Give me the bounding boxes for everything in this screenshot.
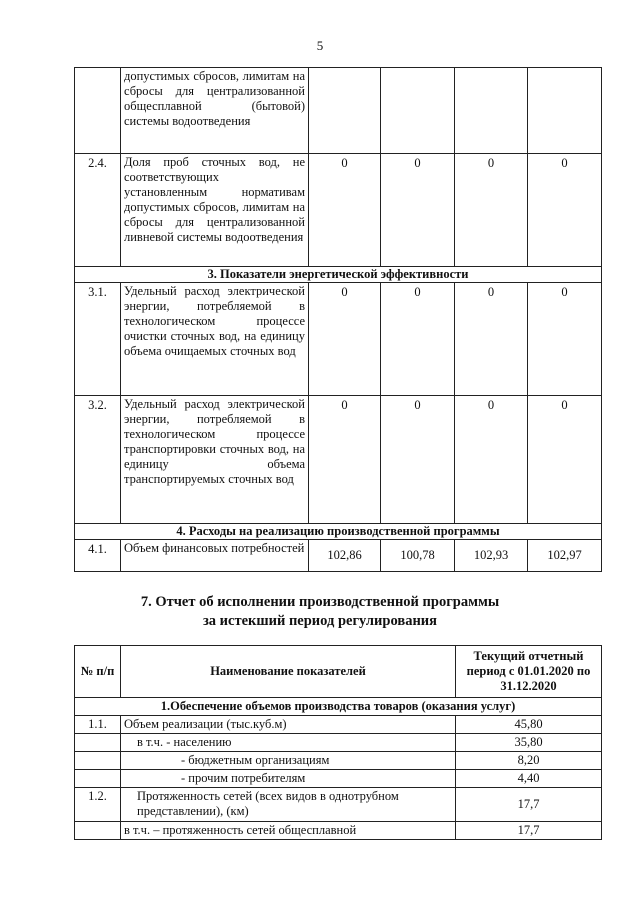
indicator-name: - бюджетным организациям [121, 752, 456, 770]
table-row [75, 788, 602, 822]
page-number: 5 [316, 38, 324, 53]
indicator-name: в т.ч. - населению [121, 734, 456, 752]
value-cell: 0 [309, 154, 381, 267]
row-number: 3.2. [75, 396, 121, 524]
indicator-name: Объем реализации (тыс.куб.м) [121, 716, 456, 734]
value-cell: 17,7 [456, 788, 602, 822]
indicator-name: в т.ч. – протяженность сетей общесплавной [121, 822, 456, 840]
table-row [75, 283, 602, 396]
row-number: 4.1. [75, 540, 121, 572]
header-row [75, 646, 602, 698]
row-number [75, 770, 121, 788]
column-header-name: Наименование показателей [121, 646, 456, 698]
table-row [75, 822, 602, 840]
value-cell [381, 68, 455, 154]
table-row [75, 540, 602, 572]
value-cell: 0 [455, 154, 528, 267]
table-row [75, 396, 602, 524]
table-row [75, 68, 602, 154]
value-cell: 102,86 [309, 540, 381, 572]
section-row [75, 698, 602, 716]
row-number [75, 734, 121, 752]
row-number: 1.2. [75, 788, 121, 822]
value-cell: 102,97 [528, 540, 602, 572]
value-cell: 8,20 [456, 752, 602, 770]
table-row [75, 752, 602, 770]
row-number [75, 752, 121, 770]
row-number: 2.4. [75, 154, 121, 267]
table-row [75, 716, 602, 734]
section-title: 4. Расходы на реализацию производственной программы [75, 524, 602, 540]
value-cell: 45,80 [456, 716, 602, 734]
value-cell: 0 [381, 396, 455, 524]
value-cell: 0 [381, 154, 455, 267]
row-number [75, 822, 121, 840]
value-cell: 0 [381, 283, 455, 396]
section-row [75, 267, 602, 283]
table-row [75, 734, 602, 752]
indicator-name: - прочим потребителям [121, 770, 456, 788]
indicators-table [74, 67, 602, 572]
section-title: 3. Показатели энергетической эффективности [75, 267, 602, 283]
row-number: 3.1. [75, 283, 121, 396]
indicator-name: Доля проб сточных вод, не соответствующих установленным нормативам допустимых сбросов, лимитам на сбросы для централизованной ливневой системы водоотведения [121, 154, 309, 267]
value-cell: 0 [528, 283, 602, 396]
value-cell: 0 [455, 283, 528, 396]
section-row [75, 524, 602, 540]
table-row [75, 154, 602, 267]
section-heading: 7. Отчет об исполнении производственной программы [140, 594, 500, 610]
indicator-name: Протяженность сетей (всех видов в однотрубном представлении), (км) [121, 788, 456, 822]
table-row [75, 770, 602, 788]
value-cell: 0 [528, 396, 602, 524]
column-header-number: № п/п [75, 646, 121, 698]
value-cell [455, 68, 528, 154]
value-cell: 4,40 [456, 770, 602, 788]
report-table [74, 645, 602, 840]
value-cell: 0 [309, 396, 381, 524]
value-cell: 100,78 [381, 540, 455, 572]
section-subheading: за истекший период регулирования [202, 613, 438, 629]
value-cell: 102,93 [455, 540, 528, 572]
column-header-period: Текущий отчетный период с 01.01.2020 по 31.12.2020 [456, 646, 602, 698]
value-cell: 0 [528, 154, 602, 267]
row-number [75, 68, 121, 154]
indicator-name: Удельный расход электрической энергии, потребляемой в технологическом процессе транспортировки сточных вод, на единицу объема транспортируемых сточных вод [121, 396, 309, 524]
value-cell: 35,80 [456, 734, 602, 752]
value-cell [528, 68, 602, 154]
value-cell [309, 68, 381, 154]
value-cell: 0 [455, 396, 528, 524]
indicator-name: Удельный расход электрической энергии, потребляемой в технологическом процессе очистки сточных вод, на единицу объема очищаемых сточных вод [121, 283, 309, 396]
indicator-name: Объем финансовых потребностей [121, 540, 309, 572]
value-cell: 17,7 [456, 822, 602, 840]
value-cell: 0 [309, 283, 381, 396]
section-title: 1.Обеспечение объемов производства товаров (оказания услуг) [75, 698, 602, 716]
row-number: 1.1. [75, 716, 121, 734]
indicator-name: допустимых сбросов, лимитам на сбросы для централизованной общесплавной (бытовой) системы водоотведения [121, 68, 309, 154]
